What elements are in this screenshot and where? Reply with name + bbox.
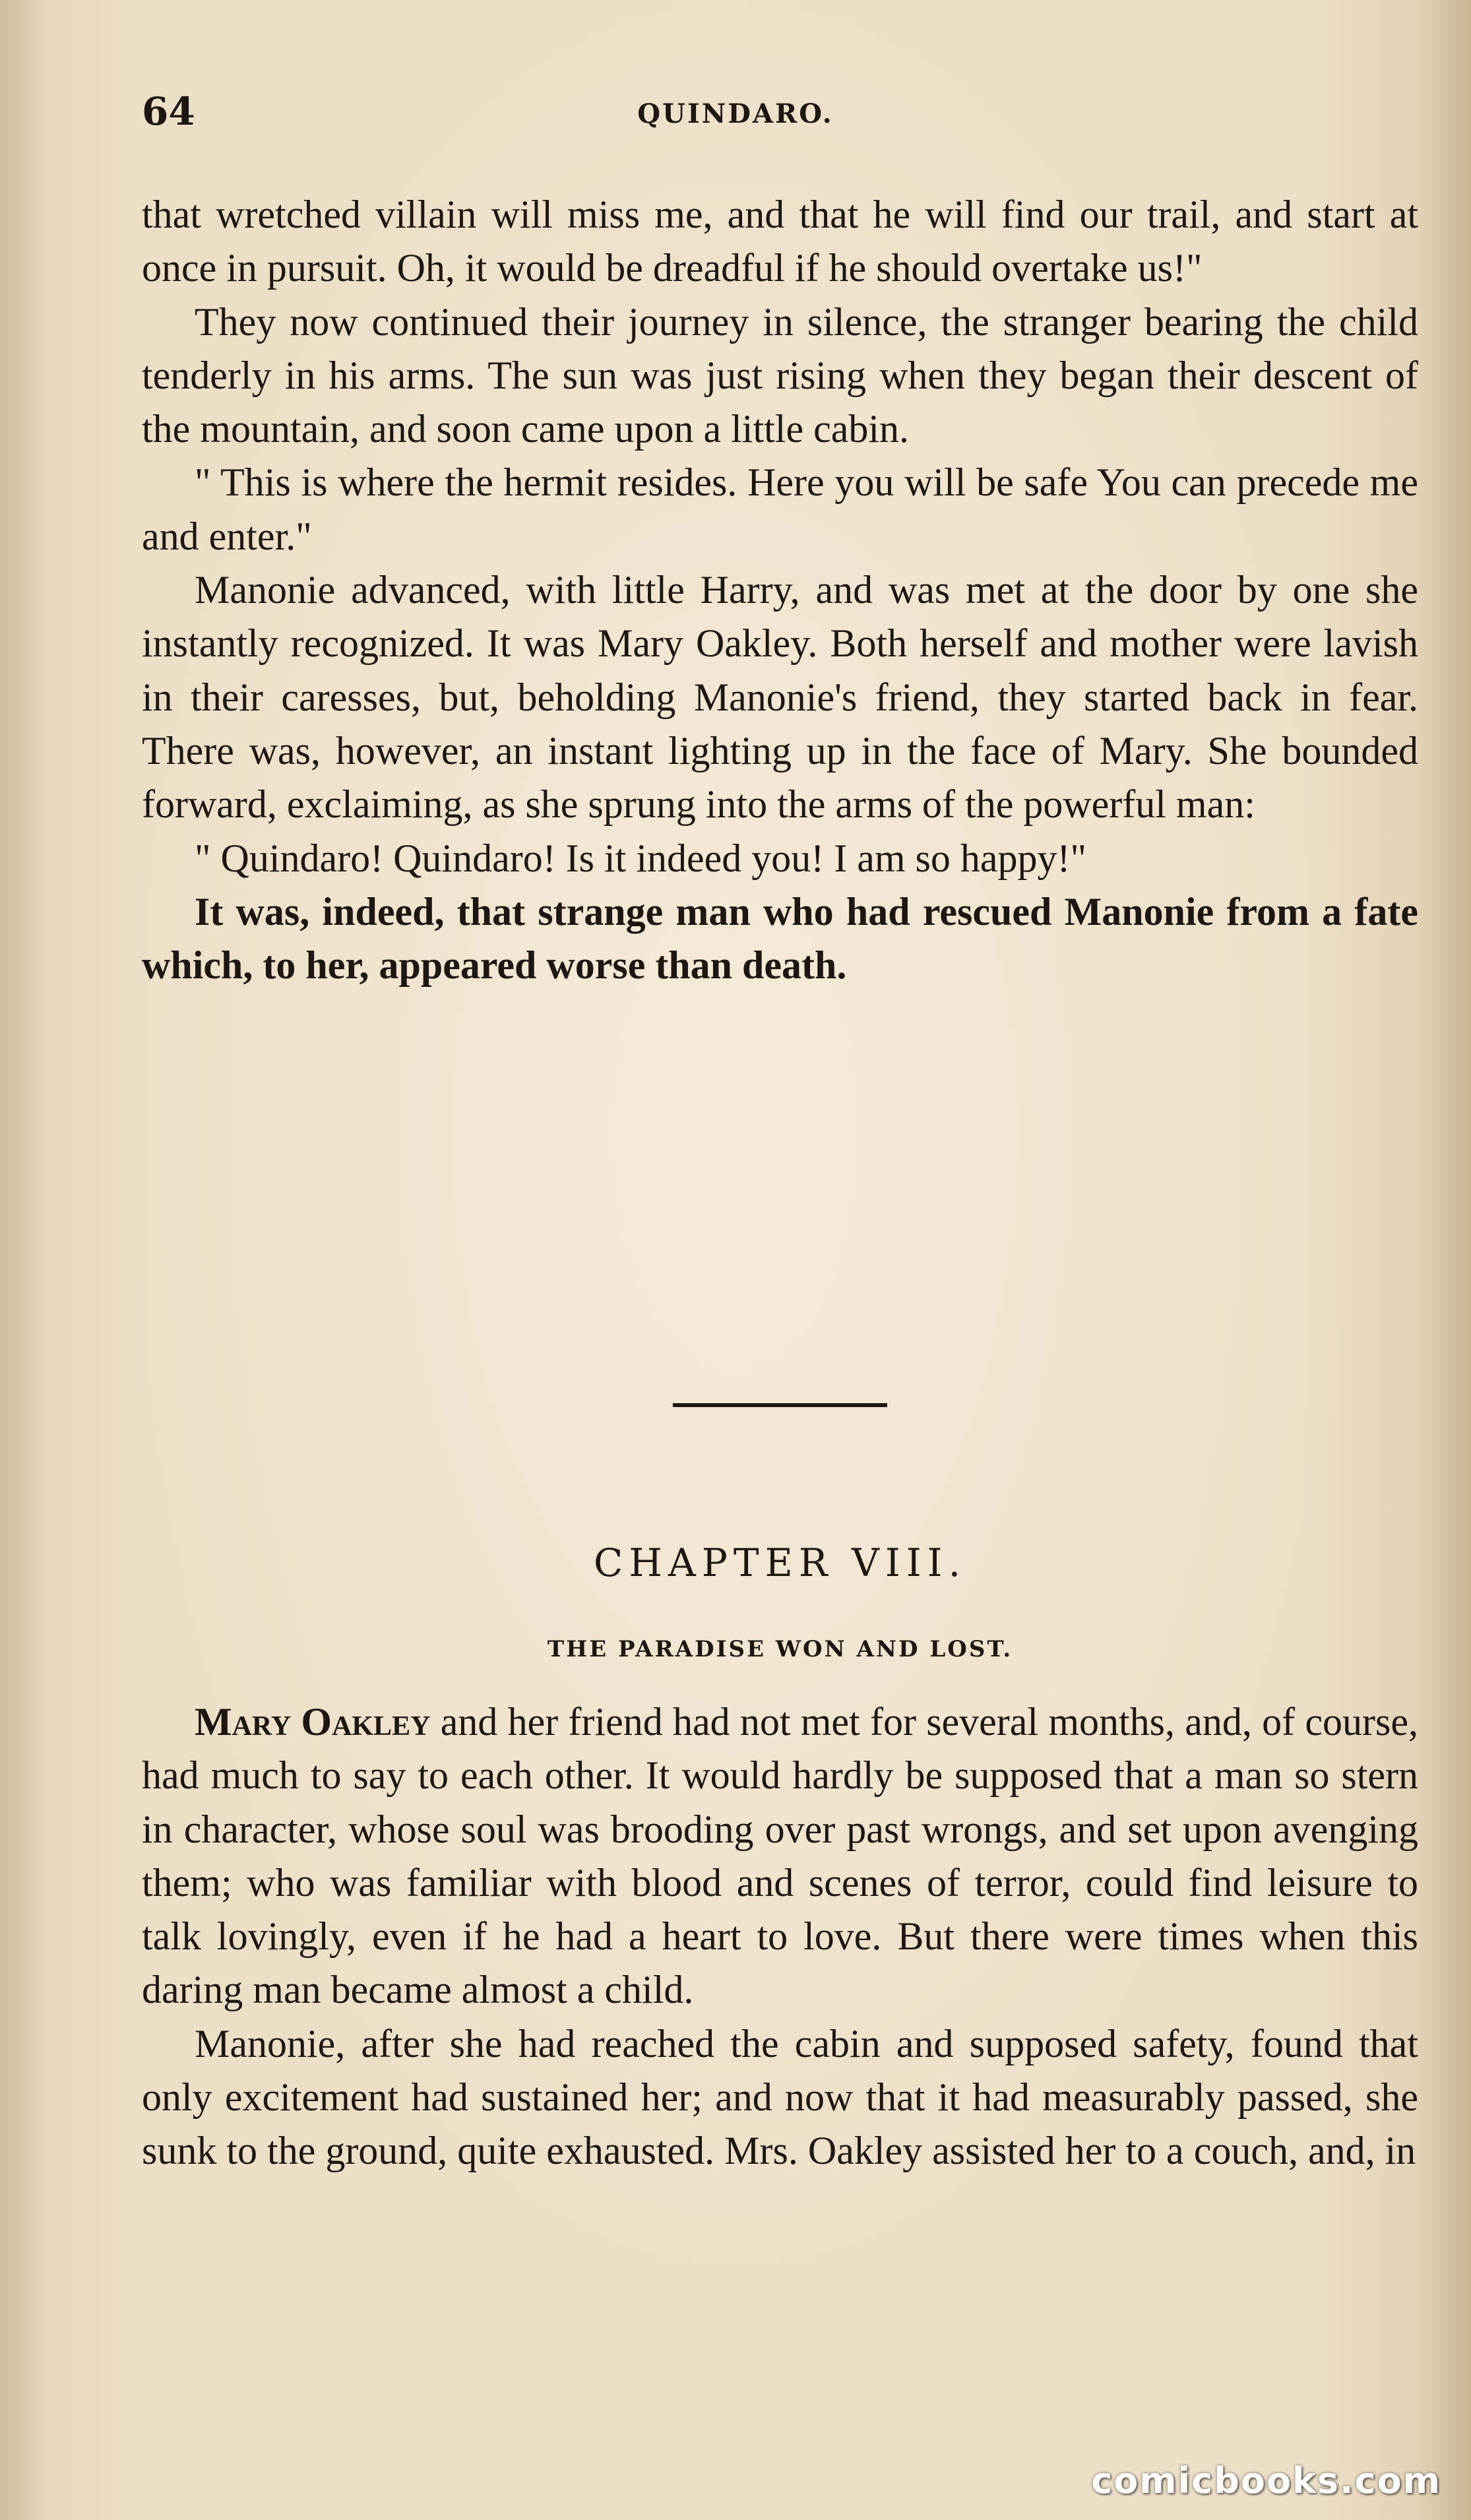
paragraph: It was, indeed, that strange man who had rescued Manonie from a fate which, to her, appeared worse than death. [142, 889, 1418, 988]
body-text-top [142, 188, 1418, 992]
paragraph: Manonie, after she had reached the cabin and supposed safety, found that only excitement had sustained her; and now that it had measurably passed, she sunk to the ground, quite exhausted. Mrs. Oakley assisted her to a couch, and, in [142, 2021, 1418, 2173]
chapter-title: CHAPTER VIII. [593, 1540, 967, 1585]
paragraph-text: and her friend had not met for several months, and, of course, had much to say to each other. It would hardly be supposed that a man so stern in character, whose soul was brooding over past wrongs, and set upon avenging them; who was familiar with blood and scenes of terror, could find leisure to talk lovingly, even if he had a heart to love. But there were times when this daring man became almost a child. [142, 1700, 1418, 2012]
paragraph: that wretched villain will miss me, and that he will find our trail, and start at once in pursuit. Oh, it would be dreadful if he should overtake us!" [142, 193, 1418, 290]
paragraph: " Quindaro! Quindaro! Is it indeed you! I am so happy!" [195, 836, 1086, 880]
paragraph: Manonie advanced, with little Harry, and was met at the door by one she instantly recognized. It was Mary Oakley. Both herself and mother were lavish in their caresses, but, beholding Manonie's friend, they started back in fear. There was, however, an instant lighting up in the face of Mary. She bounded forward, exclaiming, as she sprung into the arms of the powerful man: [142, 568, 1418, 827]
running-head: QUINDARO. [637, 98, 834, 129]
paragraph: " This is where the hermit resides. Here you will be safe You can precede me and enter." [142, 460, 1418, 558]
body-text-chapter [142, 1695, 1418, 2178]
watermark: comicbooks.com [1091, 2460, 1441, 2502]
chapter-opening-name: Mary Oakley [195, 1700, 431, 1744]
page-header [142, 89, 1329, 142]
paragraph: They now continued their journey in silence, the stranger bearing the child tenderly in his arms. The sun was just rising when they began their descent of the mountain, and soon came upon a little cabin. [142, 299, 1418, 451]
chapter-subtitle: THE PARADISE WON AND LOST. [547, 1636, 1013, 1662]
section-divider [673, 1403, 887, 1407]
paragraph [142, 1695, 1418, 2017]
page-number: 64 [142, 89, 195, 134]
